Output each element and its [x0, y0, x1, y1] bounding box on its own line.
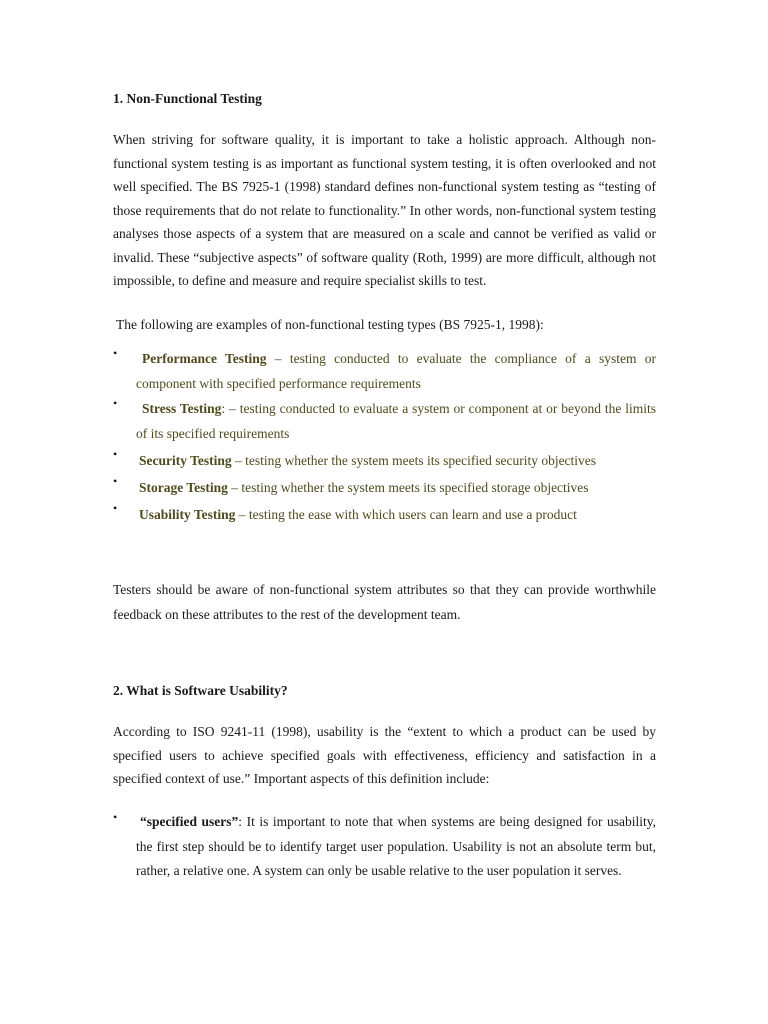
- bullet-icon: •: [113, 810, 118, 824]
- term-specified-users: “specified users”: [140, 814, 239, 829]
- paragraph-holistic-approach: When striving for software quality, it is important to take a holistic approach. Although non-functional system testing is as important as functional system testing, it is often overlooked and not well specified. The BS 7925-1 (1998) standard defines non-functional system testing as “testing of those requirements that do not relate to functionality.” In other words, non-functional system testing analyses those aspects of a system that are measured on a scale and cannot be verified as valid or invalid. These “subjective aspects” of software quality (Roth, 1999) are more difficult, although not impossible, to define and measure and require specialist skills to test.: [113, 132, 656, 288]
- paragraph-testers-awareness: Testers should be aware of non-functional system attributes so that they can provide worthwhile feedback on these attributes to the rest of the development team.: [113, 582, 656, 622]
- bullet-icon: •: [113, 396, 118, 410]
- term-usability-testing: Usability Testing: [139, 507, 236, 522]
- list-item-storage-testing: [113, 474, 656, 501]
- list-item-stress-testing: [113, 396, 656, 446]
- list-item-specified-users: [113, 810, 656, 884]
- paragraph-examples-intro: The following are examples of non-functional testing types (BS 7925-1, 1998):: [116, 317, 544, 332]
- section-heading-non-functional-testing: 1. Non-Functional Testing: [113, 91, 262, 106]
- bullet-icon: •: [113, 346, 118, 360]
- desc-specified-users: : It is important to note that when systems are being designed for usability, the first step should be to identify target user population. Usability is not an absolute term but, rather, a relative one. A system can only be usable relative to the user population it serves.: [136, 814, 656, 878]
- list-item-usability-testing: [113, 501, 656, 528]
- bullet-icon: •: [113, 501, 118, 515]
- desc-usability-testing: – testing the ease with which users can learn and use a product: [235, 507, 577, 522]
- term-security-testing: Security Testing: [139, 453, 232, 468]
- desc-performance-testing: – testing conducted to evaluate the compliance of a system or component with specified performance requirements: [136, 351, 656, 391]
- desc-stress-testing: : – testing conducted to evaluate a system or component at or beyond the limits of its specified requirements: [136, 401, 656, 441]
- term-stress-testing: Stress Testing: [142, 401, 222, 416]
- usability-aspects-list: [113, 810, 656, 884]
- term-performance-testing: Performance Testing: [142, 351, 267, 366]
- list-item-performance-testing: [113, 346, 656, 396]
- testing-types-list: [113, 346, 656, 528]
- section-heading-software-usability: 2. What is Software Usability?: [113, 683, 288, 698]
- bullet-icon: •: [113, 447, 118, 461]
- desc-security-testing: – testing whether the system meets its specified security objectives: [231, 453, 597, 468]
- term-storage-testing: Storage Testing: [139, 480, 228, 495]
- bullet-icon: •: [113, 474, 118, 488]
- desc-storage-testing: – testing whether the system meets its specified storage objectives: [227, 480, 589, 495]
- list-item-security-testing: [113, 447, 656, 474]
- paragraph-iso-definition: According to ISO 9241-11 (1998), usability is the “extent to which a product can be used by specified users to achieve specified goals with effectiveness, efficiency and satisfaction in a specified context of use.” Important aspects of this definition include:: [113, 724, 656, 786]
